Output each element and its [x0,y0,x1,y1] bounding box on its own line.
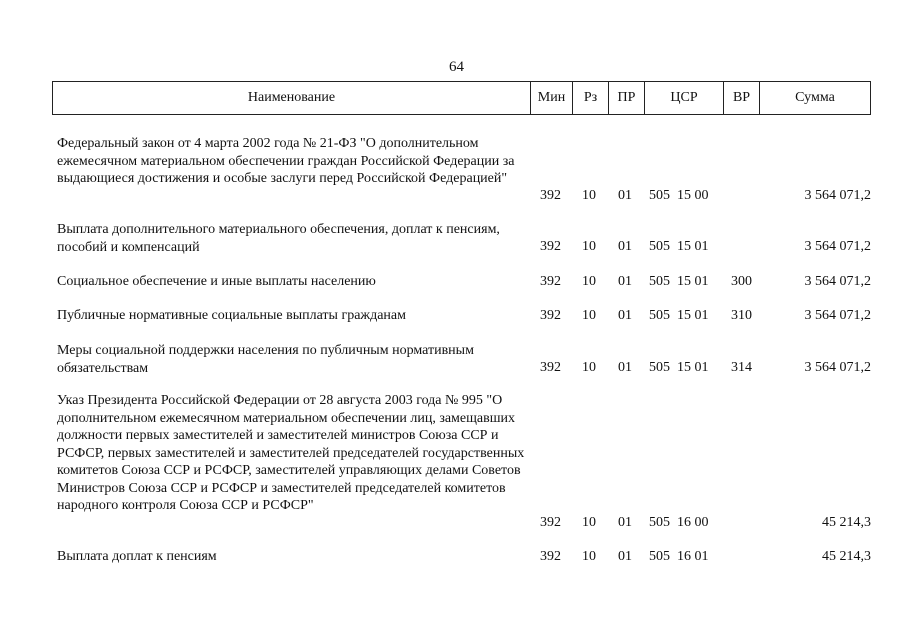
row-sum: 45 214,3 [822,549,871,564]
row-csr: 505 16 01 [649,549,709,564]
header-pr: ПР [609,82,645,114]
page-number: 64 [449,59,464,75]
row-vr: 310 [731,308,752,323]
row-sum: 45 214,3 [822,515,871,530]
row-name: Федеральный закон от 4 марта 2002 года № 21-ФЗ "О дополнительном ежемесячном материальном обеспечении граждан Российской Федерации за выдающиеся достижения и особые заслуги перед Российской Федерацией" [57,136,515,186]
row-rz: 10 [582,515,596,530]
row-sum: 3 564 071,2 [804,274,871,289]
row-csr: 505 15 01 [649,360,709,375]
row-name: Выплата доплат к пенсиям [57,549,217,564]
row-name: Социальное обеспечение и иные выплаты населению [57,274,376,289]
row-rz: 10 [582,360,596,375]
header-min: Мин [531,82,573,114]
row-rz: 10 [582,239,596,254]
row-pr: 01 [618,515,632,530]
header-rz: Рз [573,82,609,114]
row-pr: 01 [618,360,632,375]
header-sum: Сумма [795,90,835,105]
row-vr: 314 [731,360,752,375]
row-csr: 505 15 00 [649,188,709,203]
row-name: Меры социальной поддержки населения по публичным нормативным обязательствам [57,343,474,376]
row-sum: 3 564 071,2 [804,188,871,203]
row-vr: 300 [731,274,752,289]
row-pr: 01 [618,274,632,289]
row-name: Указ Президента Российской Федерации от 28 августа 2003 года № 995 "О дополнительном ежемесячном материальном обеспечении лиц, замещавших должности первых заместителей и заместителей министров Союза ССР и РСФСР, первых заместителей и заместителей председателей государственных комитетов Союза ССР и РСФСР, заместителей управляющих делами Советов Министров Союза ССР и РСФСР и заместителей председателей комитетов народного контроля Союза ССР и РСФСР" [57,393,525,513]
row-sum: 3 564 071,2 [804,239,871,254]
row-min: 392 [540,549,561,564]
row-rz: 10 [582,308,596,323]
row-min: 392 [540,239,561,254]
row-csr: 505 15 01 [649,274,709,289]
row-pr: 01 [618,549,632,564]
table-header [52,81,871,115]
row-min: 392 [540,515,561,530]
row-csr: 505 15 01 [649,239,709,254]
row-pr: 01 [618,308,632,323]
row-name: Выплата дополнительного материального обеспечения, доплат к пенсиям, пособий и компенсаций [57,222,500,255]
row-pr: 01 [618,188,632,203]
row-min: 392 [540,360,561,375]
row-csr: 505 16 00 [649,515,709,530]
row-min: 392 [540,274,561,289]
row-name: Публичные нормативные социальные выплаты гражданам [57,308,406,323]
row-sum: 3 564 071,2 [804,308,871,323]
row-rz: 10 [582,188,596,203]
row-min: 392 [540,188,561,203]
header-vr: ВР [724,82,760,114]
row-rz: 10 [582,549,596,564]
row-min: 392 [540,308,561,323]
header-name: Наименование [53,82,531,114]
row-pr: 01 [618,239,632,254]
header-csr: ЦСР [645,82,724,114]
row-sum: 3 564 071,2 [804,360,871,375]
row-rz: 10 [582,274,596,289]
row-csr: 505 15 01 [649,308,709,323]
